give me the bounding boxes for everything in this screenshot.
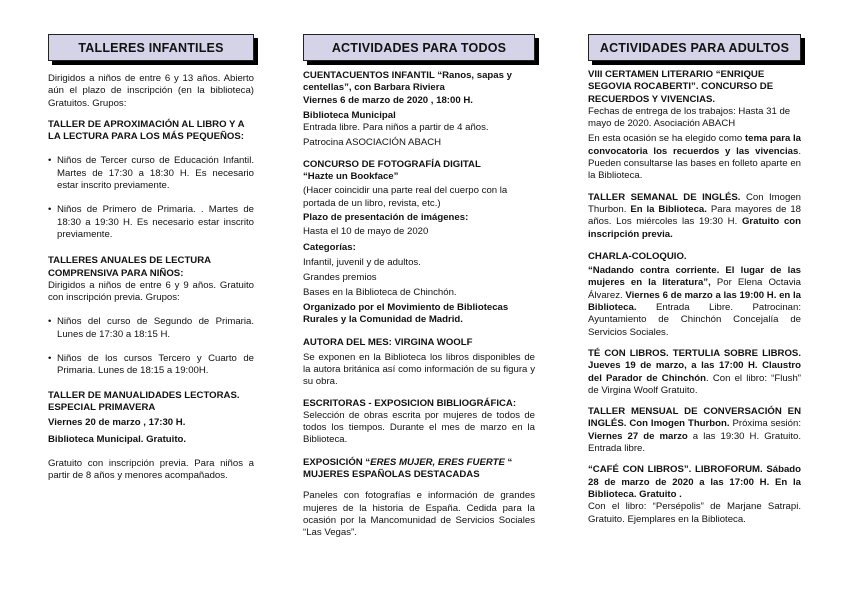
prizes-text: Grandes premios	[303, 272, 377, 284]
list-item: • Niños de Primero de Primaria. . Martes de 18:30 a 19:30 H. Es necesario estar inscrito previamente.	[48, 204, 254, 240]
activity-block: “Nadando contra corriente. El lugar de las mujeres en la literatura”, Por Elena Octavia Álvarez. Viernes 6 de marzo a las 19:00 H. en la Biblioteca. Entrada Libre. Patrocinan: Ayuntamiento de Chinchón Concejalía de Servicios Sociales.	[588, 265, 801, 338]
categories-value: Infantil, juvenil y de adultos.	[303, 256, 421, 268]
workshop-title: TALLERES ANUALES DE LECTURA COMPRENSIVA PARA NIÑOS:	[48, 255, 211, 279]
workshop-title: TALLER DE APROXIMACIÓN AL LIBRO Y A LA LECTURA PARA LOS MÁS PEQUEÑOS:	[48, 118, 245, 143]
activity-entry: Entrada libre. Para niños a partir de 4 años.	[303, 122, 489, 134]
activity-title: AUTORA DEL MES: VIRGINA WOOLF	[303, 337, 473, 349]
activity-desc: En esta ocasión se ha elegido como tema para la convocatoria los recuerdos y las vivencias. Pueden consultarse las bases en folleto aparte en la Biblioteca.	[588, 133, 801, 182]
bullet-icon: •	[48, 353, 52, 365]
categories-label: Categorías:	[303, 241, 356, 253]
column-talleres-infantiles	[48, 34, 254, 482]
workshop-title: TALLER DE MANUALIDADES LECTORAS. ESPECIAL PRIMAVERA	[48, 389, 240, 413]
activity-block: TALLER SEMANAL DE INGLÉS. Con Imogen Thurbon. En la Biblioteca. Para mayores de 18 años. Los miércoles las 19:30 H. Gratuito con inscripción previa.	[588, 191, 802, 240]
activity-desc: Paneles con fotografías e información de grandes mujeres de la historia de España. Cedida para la ocasión por la Mancomunidad de Servicios Sociales “Las Vegas”.	[303, 490, 535, 539]
activity-desc: Selección de obras escrita por mujeres de todos de todos los tiempos. Durante el mes de marzo en la Biblioteca.	[303, 409, 535, 446]
bullet-icon: •	[48, 316, 52, 328]
intro-text: Dirigidos a niños de entre 6 y 13 años. Abierto aún el plazo de inscripción (en la biblioteca) Gratuitos. Grupos:	[48, 73, 254, 109]
activity-title: CHARLA-COLOQUIO.	[588, 250, 687, 262]
activity-block: TALLER MENSUAL DE CONVERSACIÓN EN INGLÉS. Con Imogen Thurbon. Próxima sesión: Viernes 27 de marzo a las 19:30 H. Gratuito. Entrada libre.	[588, 406, 801, 455]
activity-place: Biblioteca Municipal	[303, 109, 396, 121]
activity-title: CUENTACUENTOS INFANTIL “Ranos, sapas y centellas”, con Barbara Riviera	[303, 70, 512, 94]
activity-desc: Se exponen en la Biblioteca los libros disponibles de la autora británica así como información de su figura y su obra.	[303, 351, 535, 388]
list-item: • Niños de los cursos Tercero y Cuarto de Primaria. Lunes de 18:15 a 19:00H.	[48, 353, 254, 377]
workshop-place: Biblioteca Municipal. Gratuito.	[48, 433, 187, 445]
activity-title: “CAFÉ CON LIBROS”. LIBROFORUM. Sábado 28 de marzo de 2020 a las 17:00 H. En la Biblioteca. Gratuito .	[588, 464, 801, 500]
section-header: ACTIVIDADES PARA ADULTOS	[588, 34, 801, 61]
list-item: • Niños del curso de Segundo de Primaria. Lunes de 17:30 a 18:15 H.	[48, 316, 254, 340]
section-header: TALLERES INFANTILES	[48, 34, 254, 61]
deadline-value: Hasta el 10 de mayo de 2020	[303, 226, 429, 238]
activity-subtitle: “Hazte un Bookface”	[303, 171, 399, 183]
activity-block: TÉ CON LIBROS. TERTULIA SOBRE LIBROS. Jueves 19 de marzo, a las 17:00 H. Claustro del Parador de Chinchón. Con el libro: “Flush” de Virgina Woolf Gratuito.	[588, 347, 801, 396]
activity-title: CONCURSO DE FOTOGRAFÍA DIGITAL	[303, 158, 481, 170]
activity-title: ESCRITORAS - EXPOSICION BIBLIOGRÁFICA:	[303, 397, 517, 409]
section-header: ACTIVIDADES PARA TODOS	[303, 34, 535, 61]
activity-desc: (Hacer coincidir una parte real del cuerpo con la portada de un libro, revista, etc.)	[303, 185, 508, 209]
bullet-icon: •	[48, 204, 52, 216]
column-actividades-todos	[303, 34, 535, 540]
workshop-date: Viernes 20 de marzo , 17:30 H.	[48, 417, 186, 429]
column-actividades-adultos	[588, 34, 801, 526]
activity-desc: Con el libro: “Persépolis” de Marjane Satrapi. Gratuito. Ejemplares en la Biblioteca.	[588, 501, 801, 525]
workshop-intro: Dirigidos a niños de entre 6 y 9 años. Gratuito con inscripción previa. Grupos:	[48, 279, 254, 304]
activity-sponsor: Patrocina ASOCIACIÓN ABACH	[303, 137, 442, 149]
bullet-icon: •	[48, 155, 52, 167]
activity-dates: Fechas de entrega de los trabajos: Hasta 31 de mayo de 2020. Asociación ABACH	[588, 105, 791, 130]
list-item: • Niños de Tercer curso de Educación Infantil. Martes de 17:30 a 18:30 H. Es necesario estar inscrito previamente.	[48, 155, 254, 192]
activity-date: Viernes 6 de marzo de 2020 , 18:00 H.	[303, 94, 473, 106]
activity-title: VIII CERTAMEN LITERARIO “ENRIQUE SEGOVIA ROCABERTI”. CONCURSO DE RECUERDOS Y VIVENCIAS.	[588, 69, 774, 105]
activity-title: EXPOSICIÓN “ERES MUJER, ERES FUERTE “ MUJERES ESPAÑOLAS DESTACADAS	[303, 456, 513, 481]
deadline-label: Plazo de presentación de imágenes:	[303, 211, 469, 223]
bases-text: Bases en la Biblioteca de Chinchón.	[303, 287, 457, 299]
organizer-text: Organizado por el Movimiento de Bibliotecas Rurales y la Comunidad de Madrid.	[303, 301, 509, 326]
workshop-note: Gratuito con inscripción previa. Para niños a partir de 8 años y menores acompañados.	[48, 457, 254, 482]
